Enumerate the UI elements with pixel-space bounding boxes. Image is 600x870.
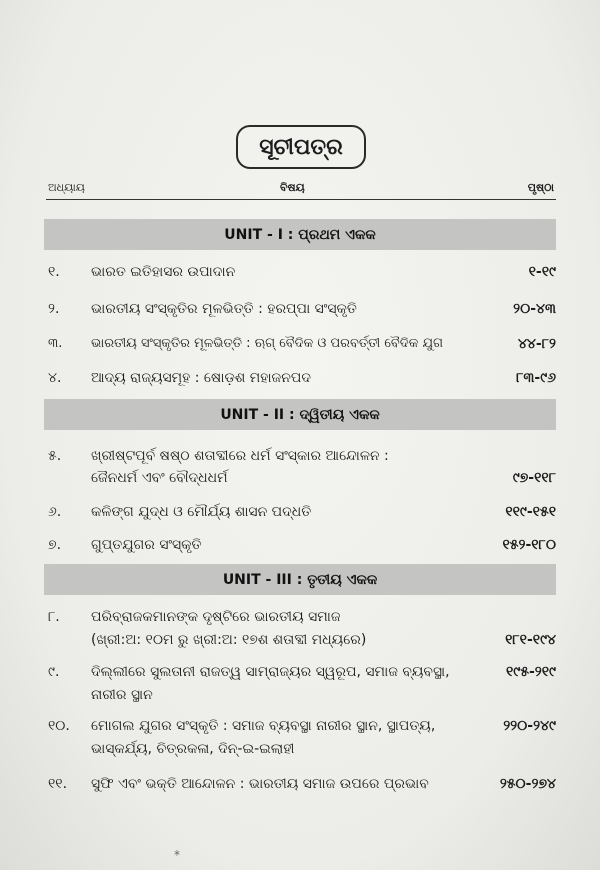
toc-entry-9[interactable]	[48, 664, 556, 708]
unit-3-bar: UNIT - III : ତୃତୀୟ ଏକକ	[44, 564, 556, 595]
toc-entry-7[interactable]	[48, 537, 556, 559]
entry-title: କଳିଙ୍ଗ ଯୁଦ୍ଧ ଓ ମୌର୍ଯ୍ୟ ଶାସନ ପଦ୍ଧତି	[91, 504, 312, 520]
toc-entry-3[interactable]	[48, 336, 556, 358]
entry-pages: ୪୪-୮୨	[517, 336, 556, 352]
toc-entry-1[interactable]	[48, 264, 556, 286]
entry-pages: ୧୧୯-୧୫୧	[505, 504, 556, 520]
entry-title: ଗୁପ୍ତଯୁଗର ସଂସ୍କୃତି	[91, 537, 202, 553]
entry-pages: ୨୦-୪୩	[513, 301, 556, 317]
entry-title: ସୁଫି ଏବଂ ଭକ୍ତି ଆନ୍ଦୋଳନ : ଭାରତୀୟ ସମାଜ ଉପରେ ପ୍ରଭାବ	[91, 776, 429, 792]
footer-mark: *	[174, 848, 180, 862]
unit-1-bar: UNIT - I : ପ୍ରଥମ ଏକକ	[44, 219, 556, 250]
toc-entry-2[interactable]	[48, 301, 556, 323]
entry-subtitle: ନାରୀର ସ୍ଥାନ	[91, 687, 153, 703]
entry-pages: ୮୩-୯୬	[516, 370, 556, 386]
entry-number: ୧୧.	[48, 776, 68, 792]
entry-title: ଦିଲ୍ଲୀରେ ସୁଲତାନୀ ରାଜତ୍ୱ ସାମ୍ରାଜ୍ୟର ସ୍ୱରୂପ, ସମାଜ ବ୍ୟବସ୍ଥା,	[91, 664, 450, 680]
header-rule	[46, 199, 556, 200]
entry-pages: ୨୨୦-୨୪୯	[503, 718, 556, 734]
entry-number: ୭.	[48, 537, 62, 553]
entry-number: ୪.	[48, 370, 62, 386]
toc-entry-5[interactable]	[48, 448, 556, 492]
page-title: ସୂଚୀପତ୍ର	[236, 125, 366, 169]
toc-entry-8[interactable]	[48, 609, 556, 653]
entry-pages: ୯୭-୧୧୮	[512, 470, 556, 486]
entry-pages: ୧୯୫-୨୧୯	[505, 664, 556, 680]
entry-number: ୨.	[48, 301, 60, 317]
entry-title: ଭାରତୀୟ ସଂସ୍କୃତିର ମୂଳଭିତ୍ତି : ଋଗ୍ ବୈଦିକ ଓ ପରବର୍ତ୍ତୀ ବୈଦିକ ଯୁଗ	[91, 336, 443, 351]
toc-entry-4[interactable]	[48, 370, 556, 392]
entry-pages: ୧୫୨-୧୮୦	[502, 537, 556, 553]
subject-header: ବିଷୟ	[280, 181, 305, 194]
entry-title: ମୋଗଲ ଯୁଗର ସଂସ୍କୃତି : ସମାଜ ବ୍ୟବସ୍ଥା ନାରୀର ସ୍ଥାନ, ସ୍ଥାପତ୍ୟ,	[91, 718, 436, 734]
entry-pages: ୧୮୧-୧୯୪	[505, 632, 556, 648]
entry-title: ଖ୍ରୀଷ୍ଟପୂର୍ବ ଷଷ୍ଠ ଶତାବ୍ଦୀରେ ଧର୍ମ ସଂସ୍କାର ଆନ୍ଦୋଳନ :	[91, 448, 389, 464]
entry-title: ପରିବ୍ରାଜକମାନଙ୍କ ଦୃଷ୍ଟିରେ ଭାରତୀୟ ସମାଜ	[91, 609, 341, 625]
column-headers	[48, 179, 554, 197]
toc-entry-11[interactable]	[48, 776, 556, 798]
entry-number: ୯.	[48, 664, 60, 680]
entry-number: ୧୦.	[48, 718, 70, 734]
entry-pages: ୧-୧୯	[528, 264, 556, 280]
entry-subtitle: (ଖ୍ରୀ:ଅ: ୧୦ମ ରୁ ଖ୍ରୀ:ଅ: ୧୭ଶ ଶତାବ୍ଦୀ ମଧ୍ୟରେ)	[91, 632, 367, 648]
entry-pages: ୨୫୦-୨୭୪	[499, 776, 556, 792]
entry-number: ୧.	[48, 264, 60, 280]
entry-title: ଭାରତୀୟ ସଂସ୍କୃତିର ମୂଳଭିତ୍ତି : ହରପ୍ପା ସଂସ୍କୃତି	[91, 301, 357, 317]
entry-subtitle: ଭାସ୍କର୍ଯ୍ୟ, ଚିତ୍ରକଳା, ଦିନ୍-ଇ-ଇଲାହୀ	[91, 741, 295, 757]
unit-2-bar: UNIT - II : ଦ୍ୱିତୀୟ ଏକକ	[44, 399, 556, 430]
entry-title: ଆଦ୍ୟ ରାଜ୍ୟସମୂହ : ଷୋଡ଼ଶ ମହାଜନପଦ	[91, 370, 311, 386]
entry-number: ୮.	[48, 609, 60, 625]
toc-entry-6[interactable]	[48, 504, 556, 526]
entry-subtitle: ଜୈନଧର୍ମ ଏବଂ ବୌଦ୍ଧଧର୍ମ	[91, 470, 228, 486]
chapter-header: ଅଧ୍ୟାୟ	[48, 181, 85, 194]
page-header: ପୃଷ୍ଠା	[527, 181, 554, 194]
entry-number: ୬.	[48, 504, 62, 520]
toc-entry-10[interactable]	[48, 718, 556, 762]
entry-number: ୩.	[48, 336, 63, 351]
entry-number: ୫.	[48, 448, 62, 464]
entry-title: ଭାରତ ଇତିହାସର ଉପାଦାନ	[91, 264, 236, 280]
